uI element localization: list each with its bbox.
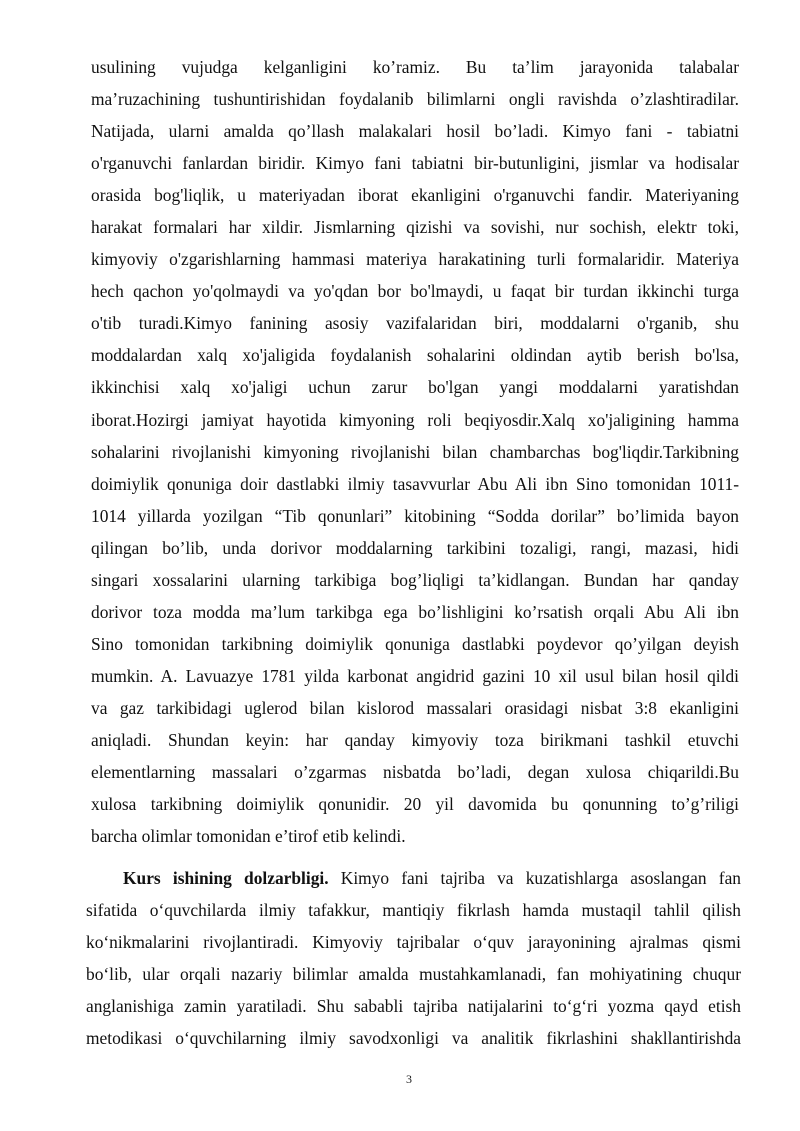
text-line: orasida bog'liqlik, u materiyadan iborat ekanligini o'rganuvchi fandir. Materiyaning [91,185,739,206]
text-line: harakat formalari har xildir. Jismlarning qizishi va sovishi, nur sochish, elektr toki, [91,217,739,238]
text-line: kimyoviy o'zgarishlarning hammasi materiya harakatining turli formalaridir. Materiya [91,249,739,270]
text-line: ma’ruzachining tushuntirishidan foydalanib bilimlarni ongli ravishda o’zlashtiradilar. [91,89,739,110]
text-line: bo‘lib, ular orqali nazariy bilimlar amalda mustahkamlanadi, fan mohiyatining chuqur [86,964,741,985]
text-line: ikkinchisi xalq xo'jaligi uchun zarur bo'lgan yangi moddalarni yaratishdan [91,377,739,398]
text-line: Natijada, ularni amalda qo’llash malakalari hosil bo’ladi. Kimyo fani - tabiatni [91,121,739,142]
text-line: aniqladi. Shundan keyin: har qanday kimyoviy toza birikmani tashkil etuvchi [91,729,739,750]
text-line: qilingan bo’lib, unda dorivor moddalarning tarkibini tozaligi, rangi, mazasi, hidi [91,537,739,558]
text-line: va gaz tarkibidagi uglerod bilan kislorod massalari orasidagi nisbat 3:8 ekanligini [91,697,739,718]
text-line: anglanishiga zamin yaratiladi. Shu sababli tajriba natijalarini to‘g‘ri yozma qayd etish [86,996,741,1017]
section-heading: Kurs ishining dolzarbligi. [123,868,329,888]
text-line: mumkin. A. Lavuazye 1781 yilda karbonat angidrid gazini 10 xil usul bilan hosil qildi [91,665,739,686]
text-line: ko‘nikmalarini rivojlantiradi. Kimyoviy tajribalar o‘quv jarayonining ajralmas qismi [86,932,741,953]
text-line: xulosa tarkibning doimiylik qonunidir. 20 yil davomida bu qonunning to’g’riligi [91,794,739,815]
text-line: metodikasi o‘quvchilarning ilmiy savodxonligi va analitik fikrlashini shakllantirishda [86,1028,741,1049]
text-line: iborat.Hozirgi jamiyat hayotida kimyoning roli beqiyosdir.Xalq xo'jaligining hamma [91,409,739,430]
body-paragraph-1 [91,51,739,852]
text-line: moddalardan xalq xo'jaligida foydalanish sohalarini oldindan aytib berish bo'lsa, [91,345,739,366]
text-line: o'rganuvchi fanlardan biridir. Kimyo fani tabiatni bir-butunligini, jismlar va hodisalar [91,153,739,174]
body-paragraph-2 [86,862,741,1054]
text-line: Sino tomonidan tarkibning doimiylik qonuniga dastlabki poydevor qo’yilgan deyish [91,633,739,654]
text-line: hech qachon yo'qolmaydi va yo'qdan bor bo'lmaydi, u faqat bir turdan ikkinchi turga [91,281,739,302]
text-line: sifatida o‘quvchilarda ilmiy tafakkur, mantiqiy fikrlash hamda mustaqil tahlil qilish [86,900,741,921]
paragraph-2-first-line [86,862,741,894]
text-line: dorivor toza modda ma’lum tarkibga ega bo’lishligini ko’rsatish orqali Abu Ali ibn [91,601,739,622]
page-number: 3 [406,1072,412,1086]
text-line: o'tib turadi.Kimyo fanining asosiy vazifalaridan biri, moddalarni o'rganib, shu [91,313,739,334]
text-line: elementlarning massalari o’zgarmas nisbatda bo’ladi, degan xulosa chiqarildi.Bu [91,762,739,783]
text-line: usulining vujudga kelganligini ko’ramiz. Bu ta’lim jarayonida talabalar [91,57,739,77]
text-line: barcha olimlar tomonidan e’tirof etib kelindi. [91,826,406,847]
text-line: singari xossalarini ularning tarkibiga bog’liqligi ta’kidlangan. Bundan har qanday [91,569,739,590]
text-line: doimiylik qonuniga doir dastlabki ilmiy tasavvurlar Abu Ali ibn Sino tomonidan 1011- [91,473,739,494]
paragraph-2-first-line-text: Kimyo fani tajriba va kuzatishlarga asoslangan fan [328,868,741,888]
text-line: 1014 yillarda yozilgan “Tib qonunlari” kitobining “Sodda dorilar” bo’limida bayon [91,505,739,526]
text-line: sohalarini rivojlanishi kimyoning rivojlanishi bilan chambarchas bog'liqdir.Tarkibning [91,441,739,462]
